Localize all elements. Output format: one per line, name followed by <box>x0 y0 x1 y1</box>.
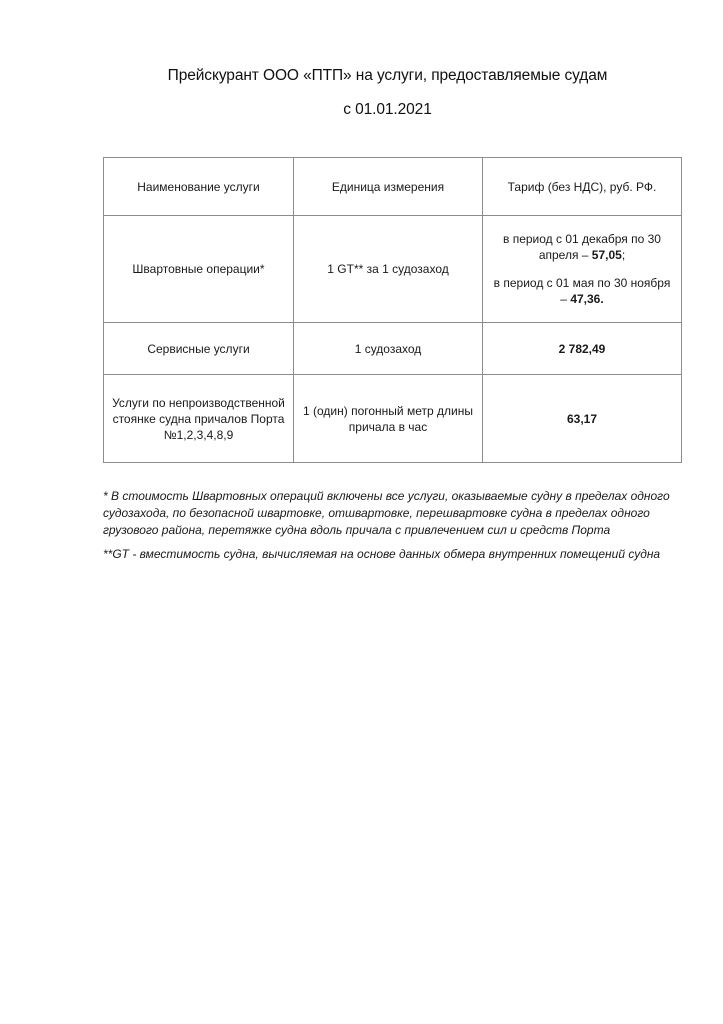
unit-cell: 1 (один) погонный метр длины причала в час <box>294 375 483 463</box>
footnote-mooring: * В стоимость Швартовных операций включены все услуги, оказываемые судну в пределах одного судозахода, по безопасной швартовке, отшвартовке, перешвартовке судна в пределах одного грузового района, перетяжке судна вдоль причала с привлечением сил и средств Порта <box>103 489 670 537</box>
service-name-cell: Услуги по непроизводственной стоянке судна причалов Порта №1,2,3,4,8,9 <box>104 375 294 463</box>
service-name-cell: Сервисные услуги <box>104 323 294 375</box>
tariff-period-label: в период с 01 декабря по 30 апреля – <box>503 232 661 262</box>
unit-cell: 1 судозаход <box>294 323 483 375</box>
footnote-gt: **GT - вместимость судна, вычисляемая на основе данных обмера внутренних помещений судна <box>103 547 661 561</box>
table-header-row <box>104 158 682 216</box>
table-row <box>104 216 682 323</box>
tariff-summer <box>491 275 673 307</box>
tariff-cell: 63,17 <box>483 375 682 463</box>
table-row <box>104 375 682 463</box>
tariff-suffix: ; <box>621 248 626 262</box>
tariff-value: 57,05 <box>591 248 622 262</box>
tariff-period-label: в период с 01 мая по 30 ноября – <box>493 276 671 306</box>
tariff-value: 47,36 <box>570 292 601 306</box>
tariff-cell <box>483 216 682 323</box>
document-title: Прейскурант ООО «ПТП» на услуги, предоставляемые судам <box>167 67 608 84</box>
header-unit: Единица измерения <box>294 158 483 216</box>
document-effective-date: с 01.01.2021 <box>343 101 432 118</box>
service-name-cell: Швартовные операции* <box>104 216 294 323</box>
price-table <box>103 157 682 463</box>
unit-cell: 1 GT** за 1 судозаход <box>294 216 483 323</box>
tariff-winter <box>491 231 673 263</box>
header-service-name: Наименование услуги <box>104 158 294 216</box>
table-row <box>104 323 682 375</box>
header-tariff: Тариф (без НДС), руб. РФ. <box>483 158 682 216</box>
tariff-suffix: . <box>600 292 604 306</box>
tariff-cell: 2 782,49 <box>483 323 682 375</box>
